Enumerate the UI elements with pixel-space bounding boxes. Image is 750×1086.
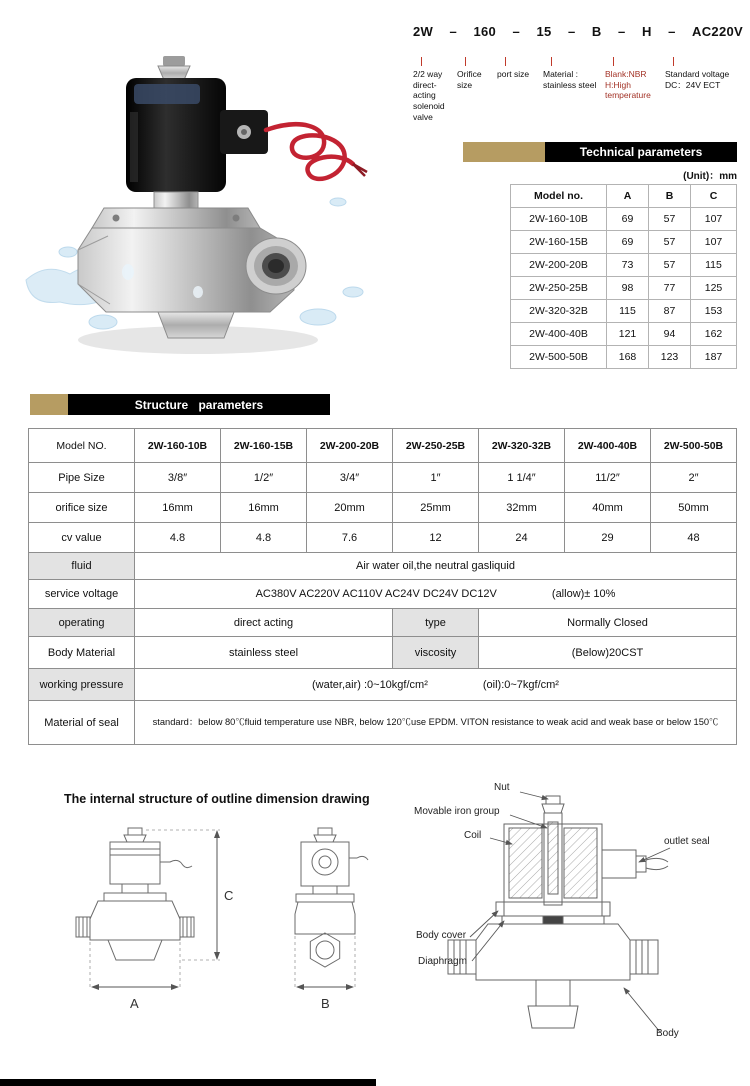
code-separator: – <box>567 24 576 39</box>
code-description: Standard voltage DC：24V ECT <box>665 57 743 122</box>
cell-operating: direct acting <box>135 609 393 637</box>
cell-type-value: Normally Closed <box>479 609 737 637</box>
cell-cv: 7.6 <box>307 523 393 553</box>
outline-drawing-front <box>265 822 390 1022</box>
cell-seal: standard：below 80℃fluid temperature use NBR, below 120℃use EPDM. VITON resistance to weak acid and weak base or below 150℃ <box>135 701 737 745</box>
code-description: port size <box>497 57 543 122</box>
pressure-oil: (oil):0~7kgf/cm² <box>482 678 559 691</box>
cell-model: 2W-400-40B <box>565 429 651 463</box>
model-desc-row <box>413 57 743 122</box>
code-description: 2/2 way direct- acting solenoid valve <box>413 57 457 122</box>
solenoid-valve-photo-illustration <box>8 22 418 370</box>
cell-orifice: 16mm <box>135 493 221 523</box>
cv-row <box>29 523 737 553</box>
cell-cv: 48 <box>651 523 737 553</box>
col-header-model: Model no. <box>511 185 607 208</box>
row-label: Pipe Size <box>29 463 135 493</box>
structure-parameters-table <box>28 428 737 745</box>
label-movable-iron-group: Movable iron group <box>414 806 500 817</box>
row-label: Model NO. <box>29 429 135 463</box>
cell-model: 2W-500-50B <box>511 346 607 369</box>
section-title: Technical parameters <box>545 142 737 162</box>
row-label: orifice size <box>29 493 135 523</box>
cell-a: 69 <box>607 208 649 231</box>
cell-model: 2W-160-10B <box>135 429 221 463</box>
cell-pipe: 1/2″ <box>221 463 307 493</box>
unit-label: (Unit)：mm <box>683 171 737 182</box>
red-coil-wire <box>266 124 353 179</box>
dimension-c-label: C <box>224 888 234 903</box>
cell-orifice: 40mm <box>565 493 651 523</box>
model-number-breakdown <box>413 24 743 122</box>
structure-parameters-header <box>30 394 330 415</box>
product-photo <box>8 22 418 370</box>
cell-b: 94 <box>649 323 691 346</box>
table-header-row <box>511 185 737 208</box>
gold-accent-block <box>30 394 68 415</box>
cell-b: 87 <box>649 300 691 323</box>
model-code: 160 <box>473 24 497 39</box>
leader-tick <box>673 57 674 66</box>
cell-b: 123 <box>649 346 691 369</box>
technical-parameters-table <box>510 184 737 369</box>
top-nut <box>163 56 185 66</box>
cell-type-label: type <box>393 609 479 637</box>
outline-drawing-side <box>52 822 247 1022</box>
cell-b: 57 <box>649 208 691 231</box>
cell-c: 107 <box>691 208 737 231</box>
table-row <box>511 208 737 231</box>
cell-orifice: 50mm <box>651 493 737 523</box>
col-header-a: A <box>607 185 649 208</box>
cell-model: 2W-160-10B <box>511 208 607 231</box>
cell-a: 69 <box>607 231 649 254</box>
cell-a: 168 <box>607 346 649 369</box>
cell-model: 2W-250-25B <box>511 277 607 300</box>
table-row <box>511 346 737 369</box>
voltage-row <box>29 580 737 609</box>
operating-row <box>29 609 737 637</box>
cell-c: 153 <box>691 300 737 323</box>
row-label: working pressure <box>29 669 135 701</box>
row-label: operating <box>29 609 135 637</box>
technical-parameters-header <box>463 142 737 162</box>
model-code-row <box>413 24 743 39</box>
cell-a: 98 <box>607 277 649 300</box>
cell-fluid: Air water oil,the neutral gasliquid <box>135 553 737 580</box>
code-description: Material : stainless steel <box>543 57 605 122</box>
cell-a: 115 <box>607 300 649 323</box>
fluid-row <box>29 553 737 580</box>
cell-model: 2W-160-15B <box>221 429 307 463</box>
cell-orifice: 32mm <box>479 493 565 523</box>
cell-model: 2W-200-20B <box>307 429 393 463</box>
leader-tick <box>465 57 466 66</box>
cell-orifice: 20mm <box>307 493 393 523</box>
code-separator: – <box>668 24 676 39</box>
label-coil: Coil <box>464 830 482 841</box>
code-description: Blank:NBR H:High temperature <box>605 57 665 122</box>
leader-tick <box>551 57 552 66</box>
leader-tick <box>505 57 506 66</box>
code-separator: – <box>512 24 521 39</box>
code-description: Orifice size <box>457 57 497 122</box>
table-row <box>511 300 737 323</box>
model-code: AC220V <box>692 24 743 39</box>
dimension-drawing-b <box>265 822 390 1022</box>
table-row <box>511 254 737 277</box>
table-row <box>511 231 737 254</box>
row-label: Material of seal <box>29 701 135 745</box>
model-code: B <box>591 24 602 39</box>
cell-model: 2W-320-32B <box>479 429 565 463</box>
cell-orifice: 25mm <box>393 493 479 523</box>
row-label: Body Material <box>29 637 135 669</box>
cell-model: 2W-200-20B <box>511 254 607 277</box>
cell-pipe: 11/2″ <box>565 463 651 493</box>
cell-model: 2W-250-25B <box>393 429 479 463</box>
label-body: Body <box>656 1028 679 1039</box>
pressure-water: (water,air) :0~10kgf/cm² <box>312 678 428 691</box>
leader-tick <box>613 57 614 66</box>
cell-a: 73 <box>607 254 649 277</box>
cell-c: 162 <box>691 323 737 346</box>
model-code: H <box>641 24 652 39</box>
model-code: 15 <box>536 24 552 39</box>
cell-model: 2W-500-50B <box>651 429 737 463</box>
cell-pipe: 3/4″ <box>307 463 393 493</box>
cell-c: 115 <box>691 254 737 277</box>
cell-model: 2W-320-32B <box>511 300 607 323</box>
dimension-b-label: B <box>321 996 330 1011</box>
cross-section-drawing <box>408 780 745 1080</box>
model-row <box>29 429 737 463</box>
cell-b: 77 <box>649 277 691 300</box>
cell-pipe: 3/8″ <box>135 463 221 493</box>
label-nut: Nut <box>494 782 510 793</box>
cell-orifice: 16mm <box>221 493 307 523</box>
col-header-c: C <box>691 185 737 208</box>
table-row <box>511 277 737 300</box>
footer-bar <box>0 1079 376 1086</box>
cell-c: 187 <box>691 346 737 369</box>
cell-cv: 12 <box>393 523 479 553</box>
dimension-a-label: A <box>130 996 139 1011</box>
cell-viscosity-label: viscosity <box>393 637 479 669</box>
leader-tick <box>421 57 422 66</box>
col-header-b: B <box>649 185 691 208</box>
dimension-drawing-a-c <box>52 822 247 1022</box>
body-material-row <box>29 637 737 669</box>
cell-a: 121 <box>607 323 649 346</box>
code-separator: – <box>618 24 626 39</box>
table-row <box>511 323 737 346</box>
pipe-size-row <box>29 463 737 493</box>
cell-cv: 29 <box>565 523 651 553</box>
seal-row <box>29 701 737 745</box>
voltage-list: AC380V AC220V AC110V AC24V DC24V DC12V <box>255 588 497 600</box>
label-outlet-seal: outlet seal <box>664 836 710 847</box>
cell-c: 125 <box>691 277 737 300</box>
cell-pipe: 2″ <box>651 463 737 493</box>
cell-c: 107 <box>691 231 737 254</box>
drawings-title: The internal structure of outline dimension drawing <box>64 792 370 806</box>
cell-model: 2W-160-15B <box>511 231 607 254</box>
model-code: 2W <box>413 24 434 39</box>
pressure-row <box>29 669 737 701</box>
section-title: Structure parameters <box>68 394 330 415</box>
cell-viscosity-value: (Below)20CST <box>479 637 737 669</box>
cell-b: 57 <box>649 231 691 254</box>
cell-body-material: stainless steel <box>135 637 393 669</box>
cell-cv: 4.8 <box>135 523 221 553</box>
row-label: fluid <box>29 553 135 580</box>
gold-accent-block <box>463 142 545 162</box>
row-label: service voltage <box>29 580 135 609</box>
row-label: cv value <box>29 523 135 553</box>
cell-cv: 4.8 <box>221 523 307 553</box>
code-separator: – <box>449 24 458 39</box>
cell-model: 2W-400-40B <box>511 323 607 346</box>
label-body-cover: Body cover <box>416 930 467 941</box>
cell-b: 57 <box>649 254 691 277</box>
cell-pipe: 1″ <box>393 463 479 493</box>
label-diaphragm: Diaphragm <box>418 956 467 967</box>
cell-voltage <box>135 580 737 609</box>
voltage-allowance: (allow)± 10% <box>551 588 616 600</box>
cell-cv: 24 <box>479 523 565 553</box>
cell-pipe: 1 1/4″ <box>479 463 565 493</box>
cell-pressure <box>135 669 737 701</box>
orifice-row <box>29 493 737 523</box>
